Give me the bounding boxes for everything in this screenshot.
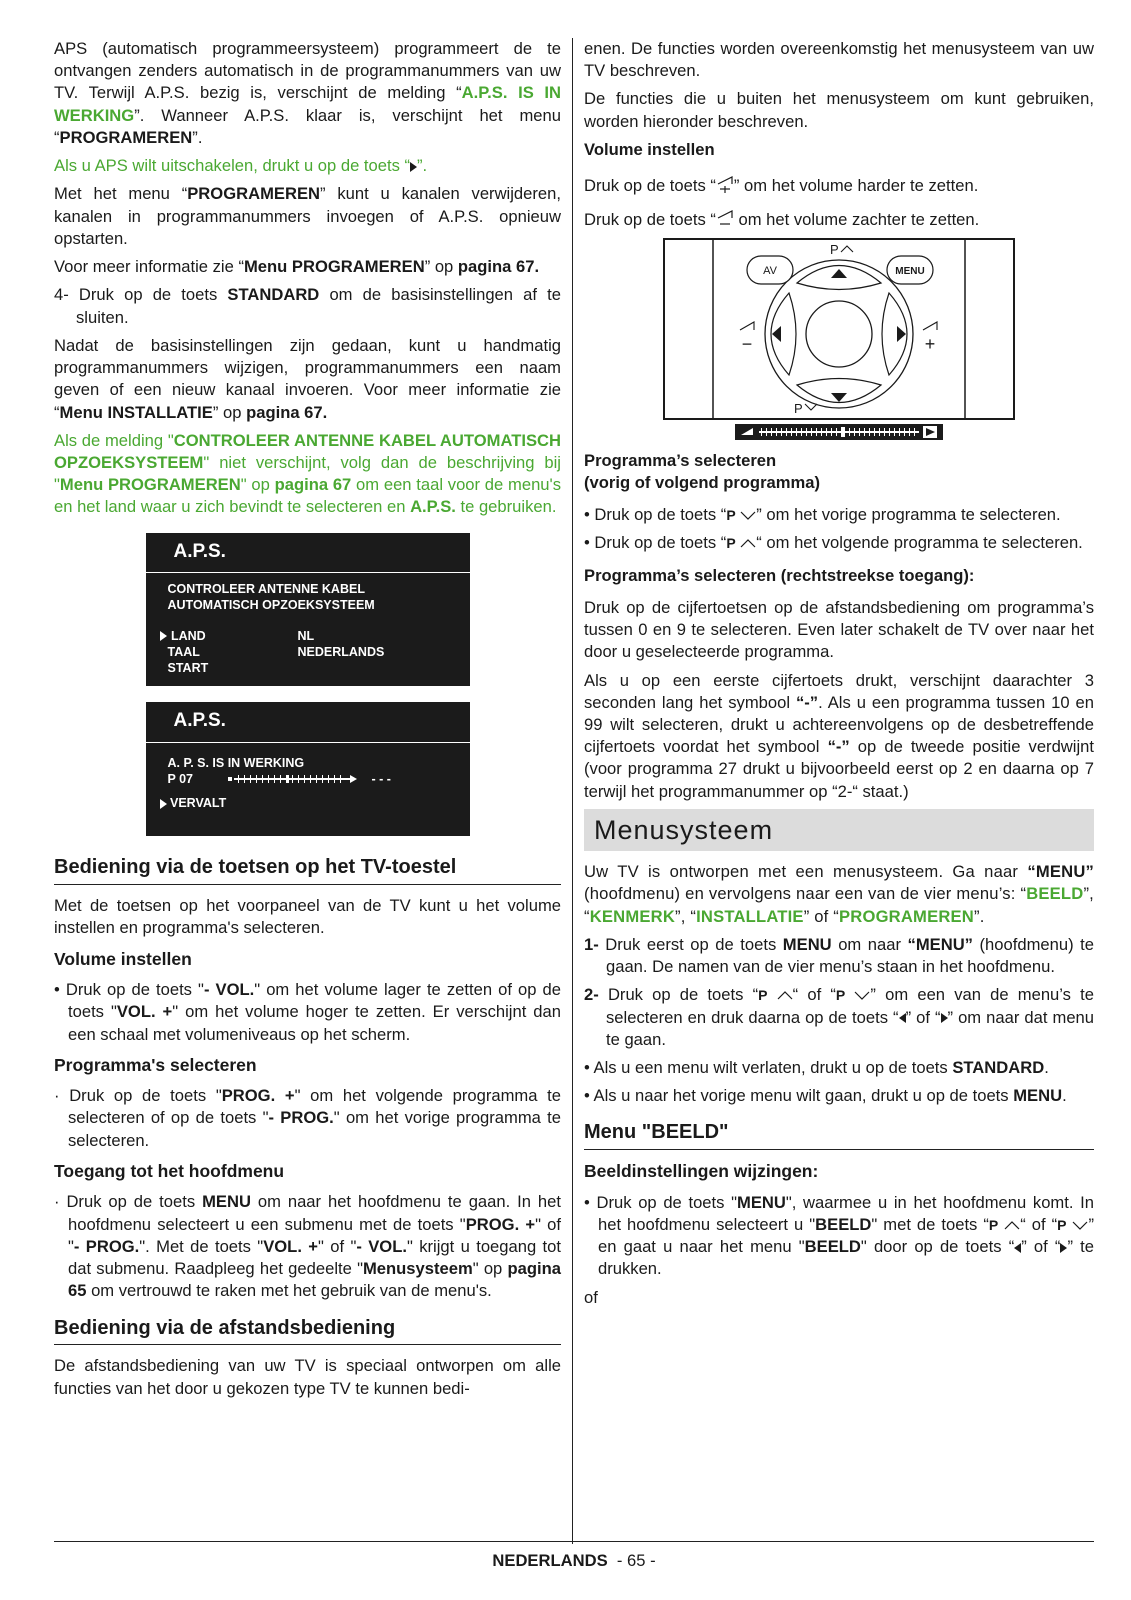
heading-beeldinstellingen: Beeldinstellingen wijzingen: (584, 1161, 819, 1182)
heading-volume-right: Volume instellen (584, 139, 715, 159)
right-arrow-icon (941, 1013, 948, 1023)
av-button-label: AV (763, 264, 777, 277)
p-down-label: P (794, 400, 803, 416)
left-arrow-icon (899, 1013, 906, 1023)
chevron-down-icon (854, 990, 870, 1000)
chevron-down-icon (740, 510, 756, 520)
step-4: 4- Druk op de toets STANDARD om de basisinstellingen af te sluiten. (54, 285, 561, 327)
volume-down-text: Druk op de toets “ om het volume zachter te zetten. (584, 210, 980, 230)
menusys-step-2: 2- Druk op de toets “P “ of “P ” om een van de menu’s te selecteren en druk daarna op de toets “ ” of “ ” om naar dat menu te gaan. (584, 985, 1095, 1049)
functions-text: enen. De functies worden overeenkomstig het menusysteem van uw TV beschreven. (584, 39, 1094, 81)
prog-text: · Druk op de toets "PROG. +" om het volgende programma te selecteren of op de toets "- PROG." om het vorige programma te selecteren. (54, 1086, 562, 1150)
volume-down-icon (716, 209, 734, 229)
direct-text: Druk op de cijfertoetsen op de afstandsbediening om programma’s tussen 0 en 9 te selecteren. Even later schakelt de TV over naar het door u geselecteerde programma. (584, 597, 1094, 662)
heading-direct: Programma’s selecteren (rechtstreekse toegang): (584, 565, 975, 585)
progress-bar-icon (228, 774, 358, 784)
screen-vervalt: VERVALT (160, 795, 448, 811)
heading-prog-select-sub: (vorig of volgend programma) (584, 472, 821, 492)
prog-up-text: • Druk op de toets “P “ om het volgende programma te selecteren. (584, 533, 1083, 553)
aps-intro: APS (automatisch programmeersysteem) programmeert de te ontvangen zenders automatisch in de programmanummers van uw TV. Terwijl A.P.S. bezig is, verschijnt de melding “A.P.S. IS IN WERKING”. Wanneer A.P.S. klaar is, verschijnt het menu “PROGRAMEREN”. (54, 39, 562, 147)
page-footer (54, 1541, 1094, 1572)
manual-settings: Nadat de basisinstellingen zijn gedaan, kunt u handmatig programmanummers wijzigen, programmanummers een naam geven of een nieuw kanaal invoeren. Voor meer informatie zie “Menu INSTALLATIE” op pagina 67. (54, 335, 561, 422)
heading-menu-beeld: Menu "BEELD" (584, 1119, 1094, 1150)
p-up-label: P (830, 241, 839, 257)
screen-taal-label: TAAL (167, 644, 200, 659)
heading-volume: Volume instellen (54, 948, 192, 969)
screen-taal-value: NEDERLANDS (297, 644, 385, 659)
screen-dashes: - - - (371, 772, 391, 787)
screen-land-value: NL (297, 628, 315, 643)
aps-disable: Als u APS wilt uitschakelen, drukt u op de toets “ ”. (54, 156, 428, 176)
right-column (584, 38, 1094, 1315)
toegang-text: · Druk op de toets MENU om naar het hoofdmenu te gaan. In het hoofdmenu selecteert u een submenu met de toets "PROG. +" of "- PROG.". Met de toets "VOL. +" of "- VOL." krijgt u toegang tot dat submenu. Raadpleeg het gedeelte "Menusysteem" op pagina 65 om vertrouwd te raken met het gebruik van de menu's. (54, 1192, 562, 1301)
prog-down-text: • Druk op de toets “P ” om het vorige programma te selecteren. (584, 505, 1061, 525)
exit-menu-text: • Als u een menu wilt verlaten, drukt u op de toets STANDARD. (584, 1057, 1049, 1077)
chevron-up-icon (1004, 1220, 1020, 1230)
screen-land-label: LAND (160, 628, 298, 644)
volume-plus-label: + (924, 333, 936, 354)
volume-up-icon (716, 175, 734, 195)
menusys-intro: Uw TV is ontworpen met een menusysteem. Ga naar “MENU” (hoofdmenu) en vervolgens naar een van de vier menu’s: “BEELD”, “KENMERK”, “INSTALLATIE” of “PROGRAMEREN”. (584, 862, 1094, 926)
chevron-down-icon (1072, 1220, 1088, 1230)
right-arrow-icon (410, 162, 417, 172)
chevron-up-icon (777, 990, 793, 1000)
screen-prog: P 07 (167, 772, 193, 787)
left-column (54, 38, 561, 1406)
aps-screen-controleer (146, 533, 470, 687)
afstand-text: De afstandsbediening van uw TV is speciaal ontworpen om alle functies van het door u gekozen type TV te kunnen bedi- (54, 1356, 561, 1398)
screen-line: A. P. S. IS IN WERKING (167, 755, 305, 770)
antenna-warning: Als de melding "CONTROLEER ANTENNE KABEL AUTOMATISCH OPZOEKSYSTEEM" niet verschijnt, volg dan de beschrijving bij "Menu PROGRAMEREN" op pagina 67 om een taal voor de menu's en het land waar u zich bevindt te selecteren en A.P.S. te gebruiken. (54, 430, 561, 517)
programeren-info: Met het menu “PROGRAMEREN” kunt u kanalen verwijderen, kanalen in programmanummers invoegen of A.P.S. opnieuw opstarten. (54, 184, 561, 248)
volume-up-text: Druk op de toets “ ” om het volume harder te zetten. (584, 176, 979, 196)
column-divider (572, 38, 573, 1544)
beeld-text: • Druk op de toets "MENU", waarmee u in het hoofdmenu komt. In het hoofdmenu selecteert u "BEELD" met de toets “P “ of “P ” en gaat u naar het menu "BEELD" door op de toets “ ” of “ ” te drukken. (584, 1192, 1094, 1279)
toetsen-intro: Met de toetsen op het voorpaneel van de TV kunt u het volume instellen en programma's selecteren. (54, 896, 561, 938)
selection-arrow-icon (160, 799, 167, 809)
more-info: Voor meer informatie zie “Menu PROGRAMEREN” op pagina 67. (54, 257, 540, 277)
selection-arrow-icon (160, 631, 167, 641)
screen-line: AUTOMATISCH OPZOEKSYSTEEM (167, 598, 375, 613)
heading-afstand: Bediening via de afstandsbediening (54, 1315, 561, 1346)
footer-language: NEDERLANDS (492, 1551, 608, 1570)
screen-title: A.P.S. (146, 702, 470, 742)
digit-text: Als u op een eerste cijfertoets drukt, verschijnt daarachter 3 seconden lang het symbool “-”. Als u een programma tussen 10 en 99 wilt selecteren, drukt u achtereenvolgens op de desbetreffende cijfertoets voordat het symbool “-” op de tweede positie verdwijnt (voor programma 27 drukt u bijvoorbeeld eerst op 2 en daarna op 7 terwijl het programmanummer op “2-“ staat.) (584, 670, 1095, 801)
heading-prog-select: Programma’s selecteren (584, 450, 777, 470)
menusys-step-1: 1- Druk eerst op de toets MENU om naar “MENU” (hoofdmenu) te gaan. De namen van de vier menu’s staan in het hoofdmenu. (584, 934, 1094, 977)
heading-toetsen: Bediening via de toetsen op het TV-toestel (54, 854, 561, 885)
heading-toegang: Toegang tot het hoofdmenu (54, 1160, 285, 1181)
chevron-up-icon (740, 538, 756, 548)
of-text: of (584, 1287, 598, 1307)
aps-screen-werking (146, 702, 470, 836)
page-number: - 65 - (616, 1551, 656, 1570)
screen-line: CONTROLEER ANTENNE KABEL (167, 582, 365, 597)
remote-control-diagram (663, 238, 1015, 420)
screen-title: A.P.S. (146, 533, 470, 573)
prev-menu-text: • Als u naar het vorige menu wilt gaan, drukt u op de toets MENU. (584, 1086, 1067, 1106)
heading-menusysteem: Menusysteem (584, 809, 1094, 851)
volume-minus-label: − (741, 333, 753, 354)
volume-text: • Druk op de toets "- VOL." om het volume lager te zetten of op de toets "VOL. +" om het volume hoger te zetten. Er verschijnt dan een schaal met volumeniveaus op het scherm. (54, 980, 561, 1044)
volume-scale-icon (735, 424, 943, 440)
heading-prog: Programma's selecteren (54, 1054, 257, 1075)
screen-start-label: START (167, 661, 209, 676)
outside-menu-text: De functies die u buiten het menusysteem om kunt gebruiken, worden hieronder beschreven. (584, 89, 1094, 131)
menu-button-label: MENU (895, 265, 925, 277)
